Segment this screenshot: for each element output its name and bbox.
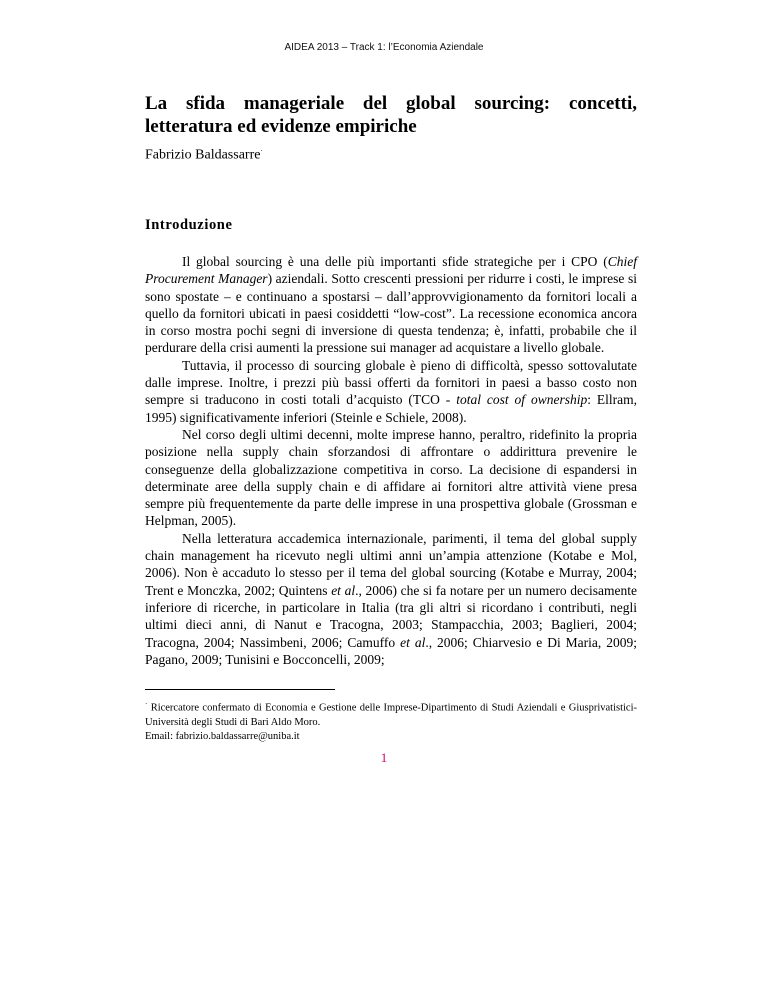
footnote-email[interactable]: Email: fabrizio.baldassarre@uniba.it [145,730,300,742]
author-name: Fabrizio Baldassarre [145,147,261,163]
paragraph-2: Tuttavia, il processo di sourcing globale è pieno di difficoltà, spesso sottovalutate dalle imprese. Inoltre, i prezzi più bassi offerti da fornitori in paesi a basso costo non sempre si traducono in costi totali d’acquisto (TCO - total cost of ownership: Ellram, 1995) significativamente inferiori (Steinle e Schiele, 2008). [145,357,637,425]
footnote-mark: · [145,700,148,708]
paragraph-4: Nella letteratura accademica internazionale, parimenti, il tema del global supply chain management ha ricevuto negli ultimi anni un’ampia attenzione (Kotabe e Mol, 2006). Non è accaduto lo stesso per il tema del global sourcing (Kotabe e Murray, 2004; Trent e Monczka, 2002; Quintens et al., 2006) che si fa notare per un numero decisamente inferiore di ricerche, in particolare in Italia (tra gli altri si ricordano i contributi, negli ultimi dieci anni, di Nanut e Tracogna, 2003; Stampacchia, 2003; Baglieri, 2004; Tracogna, 2004; Nassimbeni, 2006; Camuffo et al., 2006; Chiarvesio e Di Maria, 2009; Pagano, 2009; Tunisini e Bocconcelli, 2009; [145,530,638,667]
emphasis: et al [331,582,356,598]
footnote-separator [145,689,335,690]
author-footnote-mark[interactable]: · [260,147,263,155]
author-line [145,147,263,164]
section-heading: Introduzione [145,217,233,233]
emphasis: Chief Procurement Manager [145,254,637,287]
page-number: 1 [380,750,388,765]
emphasis: total cost of ownership [456,392,588,408]
article-title: La sfida manageriale del global sourcing: concetti, letteratura ed evidenze empiriche [145,93,637,137]
emphasis: et al [400,634,426,650]
footnote-text: · Ricercatore confermato di Economia e Gestione delle Imprese-Dipartimento di Studi Aziendali e Giusprivatistici-Università degli Studi di Bari Aldo Moro. [145,700,637,728]
paragraph-3: Nel corso degli ultimi decenni, molte imprese hanno, peraltro, ridefinito la propria posizione nella supply chain sforzandosi di affrontare o addirittura prevenire le conseguenze della globalizzazione competitiva in corso. La decisione di espandersi in determinate aree della supply chain e di affidare ai fornitori altre attività viene presa sempre più frequentemente da parte delle imprese in una prospettiva globale (Grossman e Helpman, 2005). [145,426,637,529]
body-text [145,253,637,668]
footnote [145,697,637,744]
running-head: AIDEA 2013 – Track 1: l’Economia Aziendale [284,42,484,53]
paragraph-1: Il global sourcing è una delle più importanti sfide strategiche per i CPO (Chief Procurement Manager) aziendali. Sotto crescenti pressioni per ridurre i costi, le imprese si sono spostate – e continuano a spostarsi – dall’approvvigionamento da fornitori locali a quello da fornitori ubicati in paesi cosiddetti “low-cost”. La recessione economica ancora in corso mostra pochi segni di inversione di questa tendenza; è, infatti, probabile che il perdurare della crisi aumenti la pressione sui manager ad acquistare a livello globale. [145,254,638,356]
